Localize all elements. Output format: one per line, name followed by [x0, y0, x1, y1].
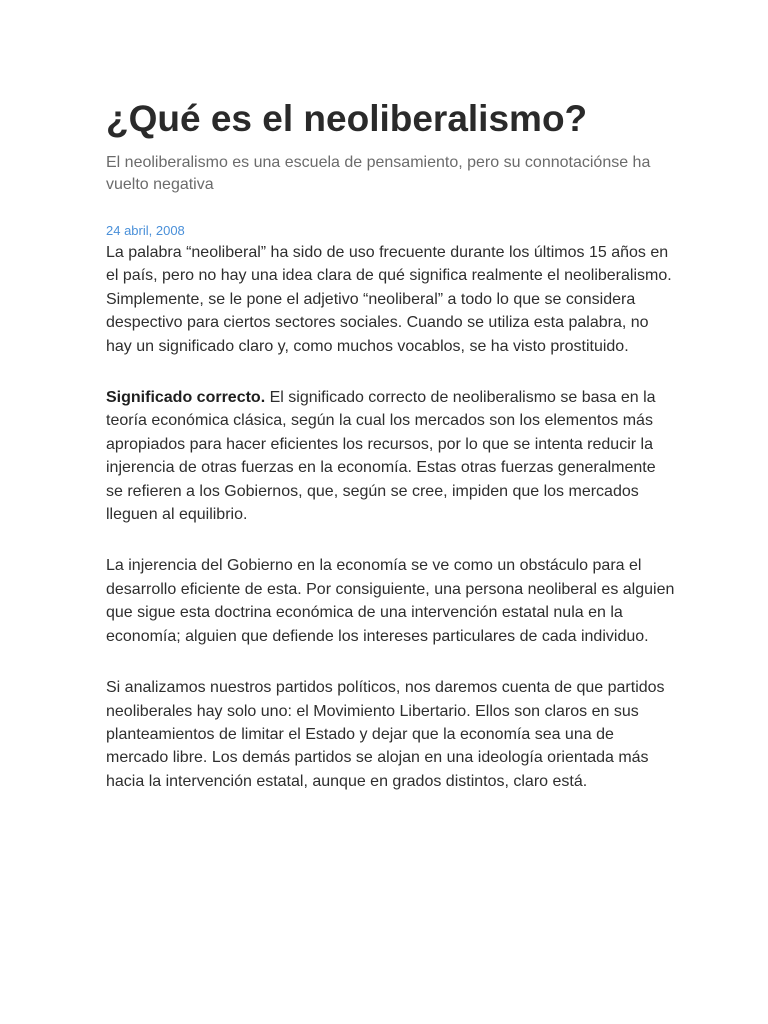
paragraph-1 [106, 241, 676, 358]
paragraph-3 [106, 554, 676, 648]
paragraph-2-text: El significado correcto de neoliberalismo se basa en la teoría económica clásica, según la cual los mercados son los elementos más apropiados para hacer eficientes los recursos, por lo que se intenta reducir la injerencia de otras fuerzas en la economía. Estas otras fuerzas generalmente se refieren a los Gobiernos, que, según se cree, impiden que los mercados lleguen al equilibrio. [106, 389, 656, 524]
article-subtitle: El neoliberalismo es una escuela de pensamiento, pero su connotaciónse ha vuelto negativa [106, 154, 651, 193]
paragraph-3-text: La injerencia del Gobierno en la economía se ve como un obstáculo para el desarrollo eficiente de esta. Por consiguiente, una persona neoliberal es alguien que sigue esta doctrina económica de una intervención estatal nula en la economía; alguien que defiende los intereses particulares de cada individuo. [106, 557, 675, 645]
article-date: 24 abril, 2008 [106, 223, 185, 238]
paragraph-2-lead: Significado correcto. [106, 389, 266, 407]
article [106, 96, 696, 821]
article-title: ¿Qué es el neoliberalismo? [106, 98, 588, 139]
paragraph-4-text: Si analizamos nuestros partidos políticos, nos daremos cuenta de que partidos neoliberales hay solo uno: el Movimiento Libertario. Ellos son claros en sus planteamientos de limitar el Estado y dejar que la economía sea una de mercado libre. Los demás partidos se alojan en una ideología orientada más hacia la intervención estatal, aunque en grados distintos, claro está. [106, 679, 665, 790]
article-body [106, 241, 696, 793]
paragraph-2 [106, 386, 676, 526]
paragraph-4 [106, 676, 676, 793]
paragraph-1-text: La palabra “neoliberal” ha sido de uso frecuente durante los últimos 15 años en el país, pero no hay una idea clara de qué significa realmente el neoliberalismo. Simplemente, se le pone el adjetivo “neoliberal” a todo lo que se considera despectivo para ciertos sectores sociales. Cuando se utiliza esta palabra, no hay un significado claro y, como muchos vocablos, se ha visto prostituido. [106, 244, 672, 355]
